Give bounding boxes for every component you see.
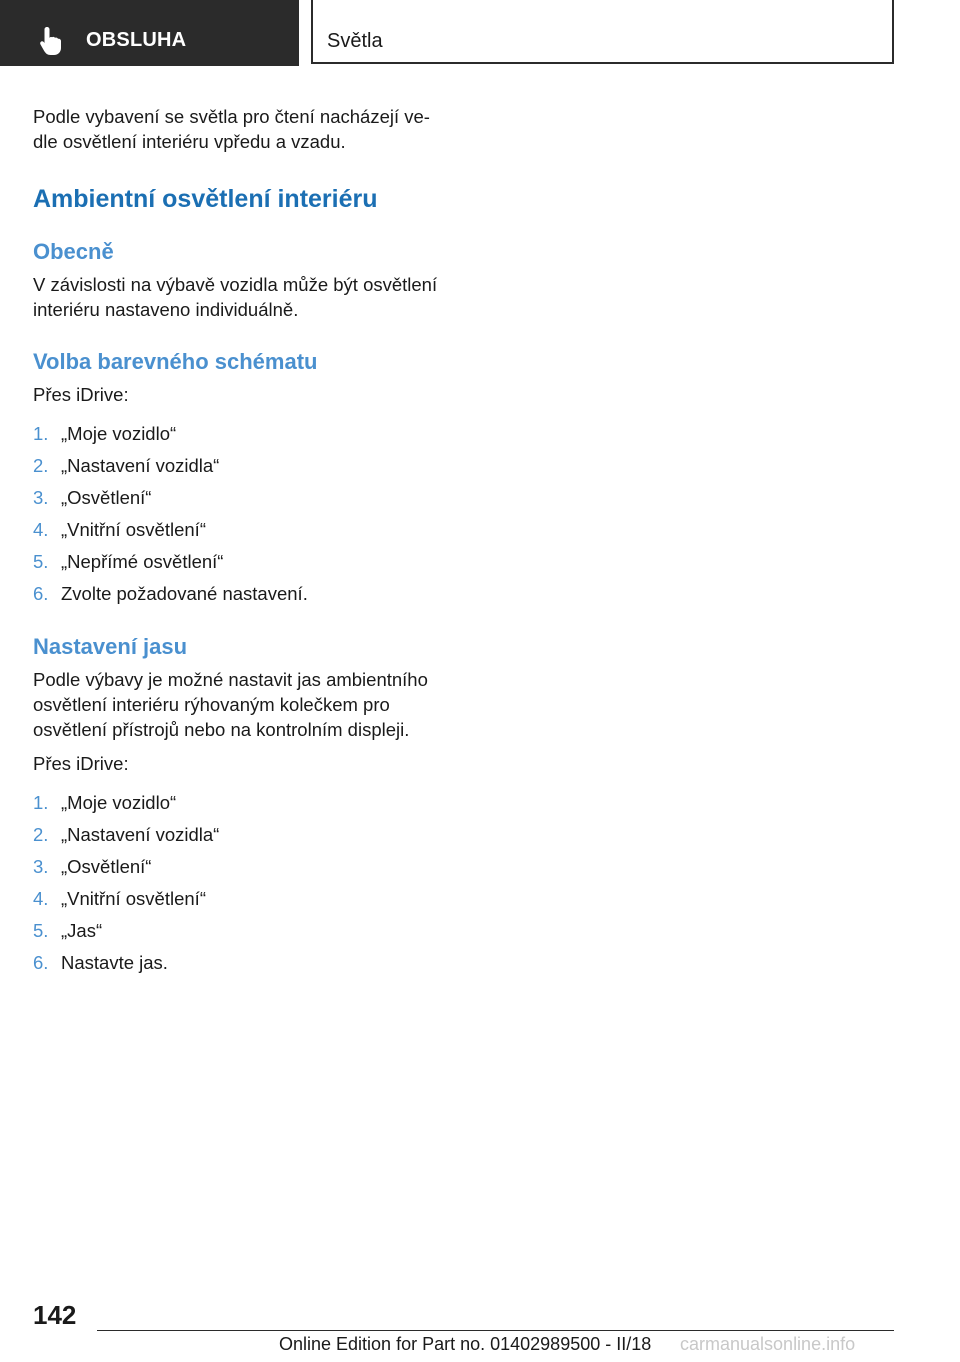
- step-number: 2.: [33, 455, 49, 476]
- list-item: [33, 421, 453, 453]
- list-item: [33, 822, 453, 854]
- step-text: „Nepřímé osvětlení“: [61, 551, 224, 572]
- step-text: „Nastavení vozidla“: [61, 824, 220, 845]
- color-scheme-via: Přes iDrive:: [33, 384, 129, 405]
- subheading-brightness: Nastavení jasu: [33, 634, 188, 659]
- step-number: 1.: [33, 792, 49, 813]
- list-item: [33, 453, 453, 485]
- step-text: „Moje vozidlo“: [61, 792, 177, 813]
- step-number: 3.: [33, 856, 49, 877]
- step-number: 2.: [33, 824, 49, 845]
- step-text: „Vnitřní osvětlení“: [61, 519, 206, 540]
- list-item: [33, 854, 453, 886]
- footer-divider: [97, 1330, 894, 1331]
- step-text: „Jas“: [61, 920, 103, 941]
- color-scheme-steps: [33, 421, 453, 613]
- brightness-via: Přes iDrive:: [33, 753, 129, 774]
- list-item: [33, 549, 453, 581]
- list-item: [33, 790, 453, 822]
- page-number: 142: [33, 1300, 77, 1330]
- step-number: 4.: [33, 519, 49, 540]
- step-number: 3.: [33, 487, 49, 508]
- brightness-line-1: Podle výbavy je možné nastavit jas ambientního: [33, 669, 428, 690]
- section-tab[interactable]: [0, 0, 299, 66]
- general-line-1: V závislosti na výbavě vozidla může být osvětlení: [33, 274, 438, 295]
- intro-line-1: Podle vybavení se světla pro čtení nacházejí ve-: [33, 106, 430, 127]
- step-text: „Osvětlení“: [61, 487, 152, 508]
- subheading-color-scheme: Volba barevného schématu: [33, 349, 318, 374]
- section-tab-label: OBSLUHA: [86, 29, 187, 51]
- step-text: „Vnitřní osvětlení“: [61, 888, 206, 909]
- edition-info: Online Edition for Part no. 01402989500 - II/18: [279, 1334, 652, 1354]
- page-header: [0, 0, 960, 66]
- step-text: „Moje vozidlo“: [61, 423, 177, 444]
- list-item: [33, 950, 453, 982]
- step-number: 5.: [33, 920, 49, 941]
- step-text: „Nastavení vozidla“: [61, 455, 220, 476]
- step-number: 6.: [33, 583, 49, 604]
- list-item: [33, 517, 453, 549]
- brightness-line-2: osvětlení interiéru rýhovaným kolečkem pro: [33, 694, 390, 715]
- step-number: 6.: [33, 952, 49, 973]
- section-heading: Ambientní osvětlení interiéru: [33, 185, 378, 213]
- general-line-2: interiéru nastaveno individuálně.: [33, 299, 299, 320]
- step-number: 5.: [33, 551, 49, 572]
- subheading-general: Obecně: [33, 239, 114, 264]
- watermark: carmanualsonline.info: [680, 1334, 856, 1354]
- hand-pointer-icon: [38, 26, 66, 56]
- list-item: [33, 485, 453, 517]
- step-text: Nastavte jas.: [61, 952, 168, 973]
- list-item: [33, 886, 453, 918]
- chapter-tab[interactable]: [311, 0, 894, 64]
- brightness-steps: [33, 790, 453, 982]
- step-number: 1.: [33, 423, 49, 444]
- page-content: [33, 104, 453, 982]
- list-item: [33, 918, 453, 950]
- step-text: „Osvětlení“: [61, 856, 152, 877]
- brightness-line-3: osvětlení přístrojů nebo na kontrolním displeji.: [33, 719, 410, 740]
- step-text: Zvolte požadované nastavení.: [61, 583, 308, 604]
- list-item: [33, 581, 453, 613]
- step-number: 4.: [33, 888, 49, 909]
- intro-line-2: dle osvětlení interiéru vpředu a vzadu.: [33, 131, 346, 152]
- chapter-tab-label: Světla: [327, 30, 383, 52]
